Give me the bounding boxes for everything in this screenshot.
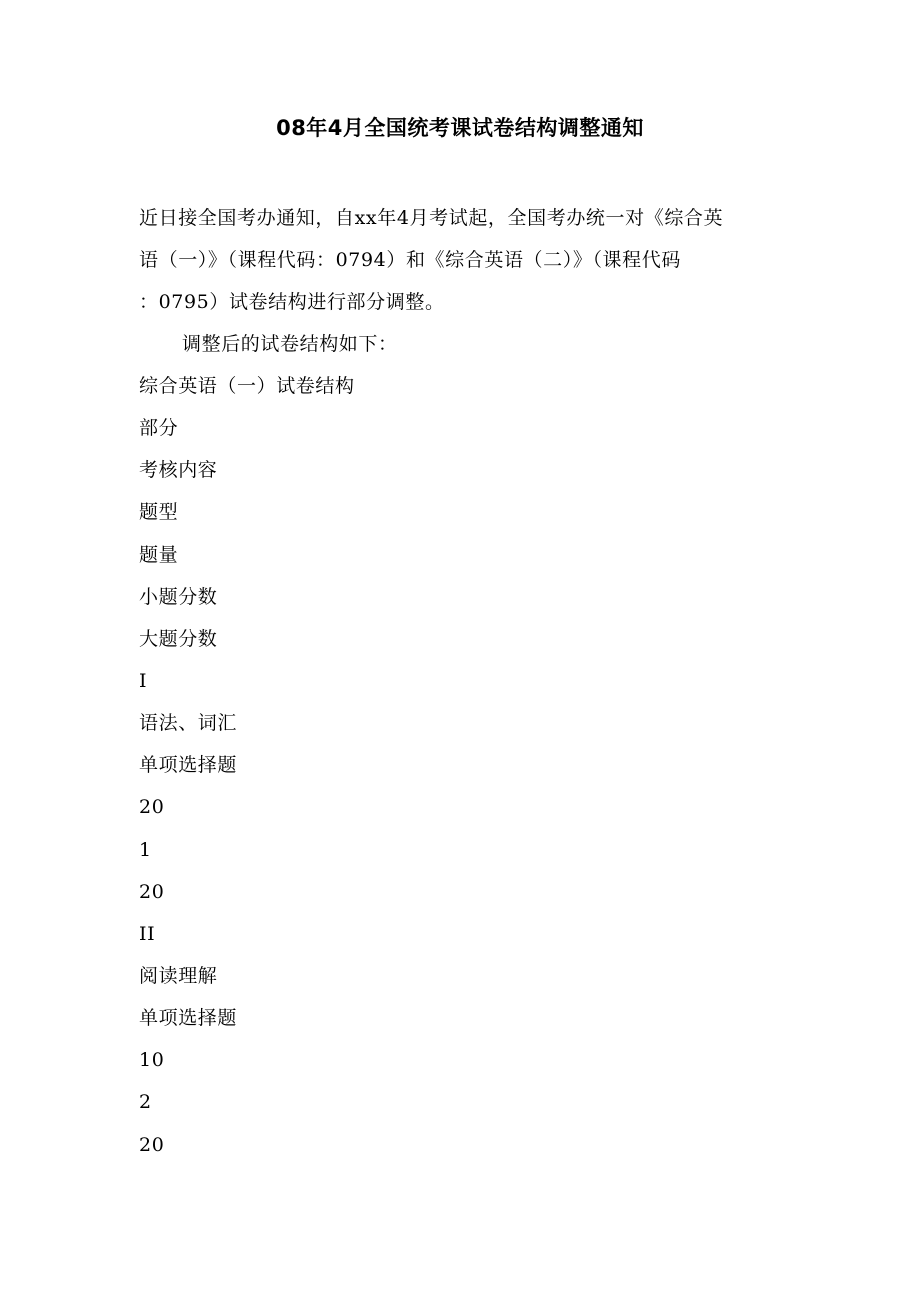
structure-heading: 综合英语（一）试卷结构: [139, 375, 355, 397]
row-question-count: 10: [139, 1049, 165, 1072]
column-header-content: 考核内容: [139, 459, 218, 482]
row-item-score: 2: [139, 1091, 152, 1114]
row-section-score: 20: [139, 880, 165, 903]
structure-intro-text: 调整后的试卷结构如下：: [182, 333, 398, 355]
row-section-score: 20: [139, 1133, 165, 1156]
exam-structure-list: [139, 365, 789, 1166]
row-item-score: 1: [139, 838, 152, 861]
column-header-section-score: 大题分数: [139, 627, 218, 650]
row-question-count: 20: [139, 796, 165, 819]
row-part: I: [139, 669, 148, 692]
intro-line: ：0795）试卷结构进行部分调整。: [139, 291, 445, 313]
row-question-type: 单项选择题: [139, 1007, 238, 1030]
row-content: 语法、词汇: [139, 712, 238, 735]
column-header-question-count: 题量: [139, 543, 179, 566]
column-header-part: 部分: [139, 417, 179, 440]
structure-intro-paragraph: [139, 323, 789, 365]
intro-line: 近日接全国考办通知，自xx年4月考试起，全国考办统一对《综合英: [139, 207, 724, 229]
row-question-type: 单项选择题: [139, 754, 238, 777]
intro-paragraph: [139, 197, 789, 323]
column-header-question-type: 题型: [139, 501, 179, 524]
row-part: II: [139, 922, 156, 945]
row-content: 阅读理解: [139, 964, 218, 987]
column-header-item-score: 小题分数: [139, 585, 218, 608]
document-title: 08年4月全国统考课试卷结构调整通知: [276, 116, 644, 140]
intro-line: 语（一）》（课程代码：0794）和《综合英语（二）》（课程代码: [139, 249, 681, 271]
